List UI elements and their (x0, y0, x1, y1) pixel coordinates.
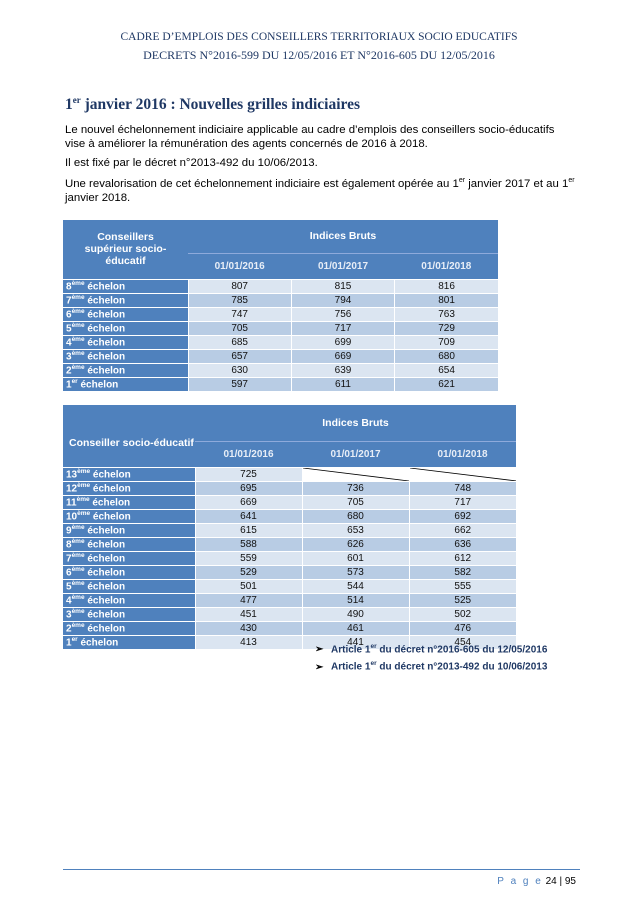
ref-1-post: du décret n°2016-605 du 12/05/2016 (376, 644, 548, 656)
table1-cell: 621 (395, 377, 498, 391)
table2-row-label: 13ème échelon (63, 467, 195, 481)
ref-2-post: du décret n°2013-492 du 10/06/2013 (376, 661, 548, 673)
table2-cell: 662 (409, 523, 516, 537)
title-number: 1 (65, 96, 73, 114)
table1-cell: 747 (188, 307, 291, 321)
table2-row-label: 4ème échelon (63, 593, 195, 607)
header-line-2: DECRETS N°2016-599 DU 12/05/2016 ET N°2016-605 DU 12/05/2016 (143, 48, 495, 62)
table2-cell: 555 (409, 579, 516, 593)
table1-cell: 657 (188, 349, 291, 363)
table2-cell: 514 (302, 593, 409, 607)
page-number: 24 (545, 876, 557, 887)
reference-item (315, 640, 547, 657)
table1-cell: 717 (291, 321, 394, 335)
table2-row-label: 11ème échelon (63, 495, 195, 509)
table2-cell: 717 (409, 495, 516, 509)
table2-row-label: 6ème échelon (63, 565, 195, 579)
table2-cell: 615 (195, 523, 302, 537)
table2-date-2016: 01/01/2016 (195, 441, 302, 467)
table1-cell: 709 (395, 335, 498, 349)
table1-cell: 763 (395, 307, 498, 321)
table-row (63, 523, 516, 537)
table2-cell: 705 (302, 495, 409, 509)
table2-cell: 476 (409, 621, 516, 635)
p3-part-b: janvier 2017 et au 1 (465, 177, 569, 190)
table-row (63, 335, 498, 349)
reference-item (315, 657, 547, 674)
empty-cell-strike (303, 468, 409, 481)
table-row (63, 321, 498, 335)
page-total: 95 (564, 876, 576, 887)
table2-row-label: 2ème échelon (63, 621, 195, 635)
references-list (315, 640, 547, 675)
table2-cell: 653 (302, 523, 409, 537)
table2-group-header: Indices Bruts (195, 405, 516, 441)
table1-cell: 705 (188, 321, 291, 335)
table2-row-label: 10ème échelon (63, 509, 195, 523)
table1-row-label: 7ème échelon (63, 293, 188, 307)
table2-cell: 736 (302, 481, 409, 495)
table2-row-label: 12ème échelon (63, 481, 195, 495)
page-word: P a g e (497, 876, 543, 887)
table2-cell: 626 (302, 537, 409, 551)
table2-cell: 588 (195, 537, 302, 551)
table1-date-2017: 01/01/2017 (291, 253, 394, 279)
table1-cell: 669 (291, 349, 394, 363)
table-row (63, 481, 516, 495)
table2-cell: 641 (195, 509, 302, 523)
page-header (0, 28, 638, 64)
table2-date-2017: 01/01/2017 (302, 441, 409, 467)
table2-left-header: Conseiller socio-éducatif (63, 405, 195, 467)
table1-cell: 816 (395, 279, 498, 293)
table2-cell: 477 (195, 593, 302, 607)
table1-cell: 699 (291, 335, 394, 349)
table-row (63, 293, 498, 307)
table1-row-label: 2ème échelon (63, 363, 188, 377)
table-row (63, 509, 516, 523)
table2-cell: 612 (409, 551, 516, 565)
table1-row-label: 1er échelon (63, 377, 188, 391)
table2-cell: 501 (195, 579, 302, 593)
p3-part-c: janvier 2018. (65, 191, 131, 204)
table-conseillers-superieurs (63, 220, 498, 391)
table-row (63, 607, 516, 621)
p3-sup-1: er (458, 177, 466, 184)
table1-row-label: 5ème échelon (63, 321, 188, 335)
table2-row-label: 7ème échelon (63, 551, 195, 565)
table2-cell: 502 (409, 607, 516, 621)
table1-row-label: 8ème échelon (63, 279, 188, 293)
table1-row-label: 6ème échelon (63, 307, 188, 321)
table2-cell: 441 (302, 635, 409, 649)
table-row (63, 377, 498, 391)
table2-cell: 573 (302, 565, 409, 579)
p3-part-a: Une revalorisation de cet échelonnement indiciaire est également opérée au 1 (65, 177, 459, 190)
table1-cell: 611 (291, 377, 394, 391)
table2-cell: 601 (302, 551, 409, 565)
table1-cell: 685 (188, 335, 291, 349)
table2-cell: 454 (409, 635, 516, 649)
ref-1-sup: er (370, 643, 377, 650)
table2-date-2018: 01/01/2018 (409, 441, 516, 467)
ref-2-pre: Article 1 (331, 661, 371, 673)
table2-cell (409, 467, 516, 481)
table1-cell: 785 (188, 293, 291, 307)
paragraph-decree: Il est fixé par le décret n°2013-492 du 10/06/2013. (65, 157, 318, 169)
table-row (63, 537, 516, 551)
table2-cell: 582 (409, 565, 516, 579)
title-text: janvier 2016 : Nouvelles grilles indiciaires (80, 96, 361, 114)
table2-cell: 669 (195, 495, 302, 509)
table2-cell: 430 (195, 621, 302, 635)
table2-cell: 490 (302, 607, 409, 621)
table2-row-label: 5ème échelon (63, 579, 195, 593)
page-footer (497, 876, 576, 887)
table-row (63, 551, 516, 565)
p3-sup-2: er (568, 177, 575, 184)
header-line-1: CADRE D’EMPLOIS DES CONSEILLERS TERRITORIAUX SOCIO EDUCATIFS (120, 31, 518, 43)
title-sup: er (72, 95, 81, 105)
paragraph-revalorisation (65, 174, 575, 205)
table1-cell: 794 (291, 293, 394, 307)
table2-cell: 461 (302, 621, 409, 635)
table1-date-2016: 01/01/2016 (188, 253, 291, 279)
table2-cell: 544 (302, 579, 409, 593)
table-row (63, 363, 498, 377)
table1-cell: 756 (291, 307, 394, 321)
table-row (63, 495, 516, 509)
table2-cell (302, 467, 409, 481)
table1-cell: 807 (188, 279, 291, 293)
table1-cell: 639 (291, 363, 394, 377)
table2-cell: 636 (409, 537, 516, 551)
table2-cell: 451 (195, 607, 302, 621)
table2-cell: 525 (409, 593, 516, 607)
ref-2-sup: er (370, 660, 377, 668)
arrow-bullet-icon: ➢ (315, 644, 324, 656)
table2-row-label: 3ème échelon (63, 607, 195, 621)
table1-cell: 680 (395, 349, 498, 363)
table1-date-2018: 01/01/2018 (395, 253, 498, 279)
table1-cell: 630 (188, 363, 291, 377)
table2-row-label: 9ème échelon (63, 523, 195, 537)
table1-cell: 597 (188, 377, 291, 391)
table1-body (63, 279, 498, 391)
table1-cell: 654 (395, 363, 498, 377)
table1-row-label: 3ème échelon (63, 349, 188, 363)
table1-group-header: Indices Bruts (188, 220, 498, 253)
table1-cell: 729 (395, 321, 498, 335)
paragraph-intro: Le nouvel échelonnement indiciaire applicable au cadre d’emplois des conseillers socio-éducatifs vise à améliorer la rémunération des agents concernés de 2016 à 2018. (65, 124, 555, 150)
table2-cell: 692 (409, 509, 516, 523)
arrow-bullet-icon: ➢ (315, 661, 324, 673)
ref-1-pre: Article 1 (331, 644, 371, 656)
table2-row-label: 8ème échelon (63, 537, 195, 551)
table-row (63, 565, 516, 579)
table2-cell: 680 (302, 509, 409, 523)
table-row (63, 279, 498, 293)
empty-cell-strike (410, 468, 517, 481)
table-row (63, 307, 498, 321)
table1-cell: 801 (395, 293, 498, 307)
table2-row-label: 1er échelon (63, 635, 195, 649)
table2-body (63, 467, 516, 649)
table-row (63, 467, 516, 481)
table2-cell: 695 (195, 481, 302, 495)
footer-divider (63, 869, 580, 870)
table1-row-label: 4ème échelon (63, 335, 188, 349)
table2-cell: 559 (195, 551, 302, 565)
section-title (65, 95, 360, 114)
table-row (63, 593, 516, 607)
table2-cell: 529 (195, 565, 302, 579)
table2-cell: 725 (195, 467, 302, 481)
table1-cell: 815 (291, 279, 394, 293)
table-row (63, 579, 516, 593)
table1-left-header: Conseillers supérieur socio-éducatif (63, 220, 188, 279)
table2-cell: 748 (409, 481, 516, 495)
table-conseiller-socio-educatif (63, 405, 516, 649)
table2-cell: 413 (195, 635, 302, 649)
table-row (63, 621, 516, 635)
page-separator: | (556, 876, 565, 887)
table-row (63, 349, 498, 363)
